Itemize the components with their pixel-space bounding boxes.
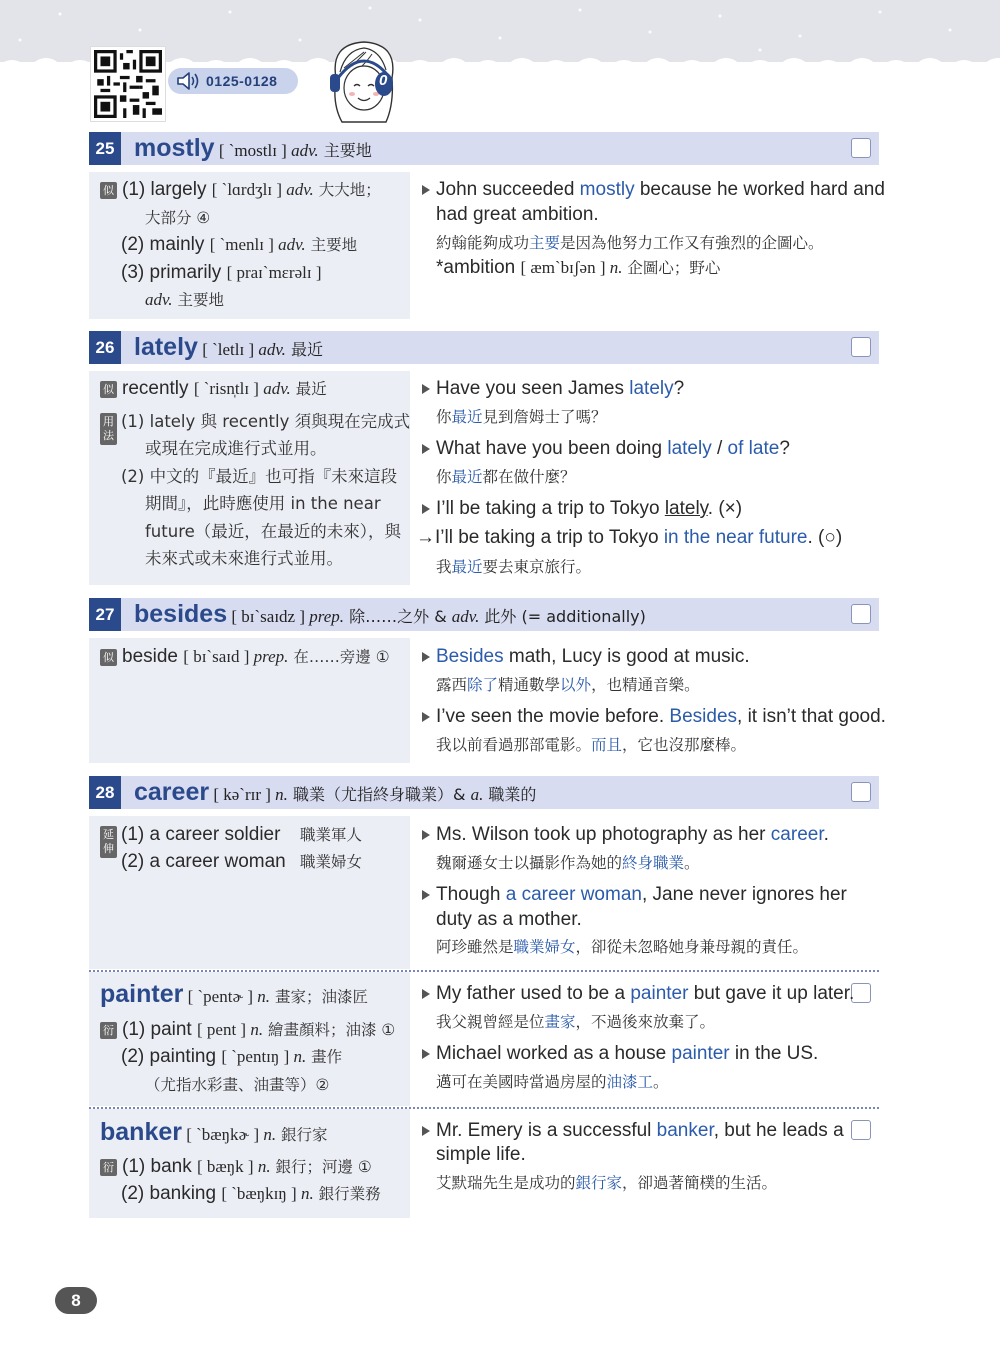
speaker-icon xyxy=(176,71,202,91)
derivative-line: 衍 (1) paint [ pent ] n. 繪畫顏料；油漆 ① xyxy=(100,1018,395,1042)
example-sentence-correct: →I’ll be taking a trip to Tokyo in the near future. (○) xyxy=(416,527,843,548)
synonym-line: (3) primarily [ praɪˋmɛrəlɪ ] xyxy=(121,262,322,283)
entry-header-28 xyxy=(89,776,879,809)
headword: lately [ ˋletlɪ ] adv. 最近 xyxy=(134,333,323,361)
derivative-line: (2) banking [ ˋbæŋkɪŋ ] n. 銀行業務 xyxy=(121,1183,381,1204)
review-checkbox[interactable] xyxy=(851,1120,871,1140)
example-translation: 邁可在美國時當過房屋的油漆工。 xyxy=(436,1073,669,1091)
entry-number: 27 xyxy=(89,598,121,631)
example-translation: 我父親曾經是位畫家，不過後來放棄了。 xyxy=(436,1013,716,1031)
example-sentence-incorrect: I’ll be taking a trip to Tokyo lately. (×) xyxy=(422,497,742,521)
example-translation: 我以前看過那部電影。而且，它也沒那麼棒。 xyxy=(436,736,747,754)
example-sentence: What have you been doing lately / of late? xyxy=(422,437,790,461)
usage-note: 或現在完成進行式並用。 xyxy=(145,439,327,458)
example-sentence: Ms. Wilson took up photography as her career. xyxy=(422,823,829,847)
synonym-line: 似 beside [ bɪˋsaɪd ] prep. 在……旁邊 ① xyxy=(100,645,390,669)
example-translation: 露西除了精通數學以外，也精通音樂。 xyxy=(436,676,700,694)
entry-number: 28 xyxy=(89,776,121,809)
usage-tag: 用 法 xyxy=(100,413,117,445)
example-sentence: simple life. xyxy=(436,1144,526,1165)
example-translation: 艾默瑞先生是成功的銀行家，卻過著簡樸的生活。 xyxy=(436,1174,778,1192)
derivative-line: （尤指水彩畫、油畫等）② xyxy=(145,1076,330,1094)
bullet-triangle-icon xyxy=(422,830,430,840)
headword-banker: banker [ ˋbæŋkɚ ] n. 銀行家 xyxy=(100,1118,328,1146)
mascot-badge: 0 xyxy=(379,72,388,89)
audio-track-button[interactable] xyxy=(168,68,298,94)
example-sentence: Have you seen James lately? xyxy=(422,377,684,401)
example-sentence: Though a career woman, Jane never ignores her xyxy=(422,883,847,907)
example-sentence: Besides math, Lucy is good at music. xyxy=(422,645,750,669)
bullet-triangle-icon xyxy=(422,989,430,999)
mascot-illustration xyxy=(322,38,406,128)
synonym-line: 似 (1) largely [ ˋlɑrdʒlɪ ] adv. 大大地； xyxy=(100,178,381,202)
vocab-note: *ambition [ æmˋbɪʃən ] n. 企圖心；野心 xyxy=(436,257,721,278)
usage-note: 期間』，此時應使用 in the near xyxy=(145,494,381,513)
example-sentence: Mr. Emery is a successful banker, but he leads a xyxy=(422,1119,844,1143)
example-sentence: John succeeded mostly because he worked hard and xyxy=(422,178,885,202)
entry-header-27 xyxy=(89,598,879,631)
headword: mostly [ ˋmostlɪ ] adv. 主要地 xyxy=(134,134,372,162)
extension-tag: 延 伸 xyxy=(100,826,117,858)
extension-line: (2) a career woman xyxy=(121,851,286,872)
audio-track-range: 0125-0128 xyxy=(206,73,278,89)
entry-number: 26 xyxy=(89,331,121,364)
synonym-line: 似 recently [ ˋrisn̩tlɪ ] adv. 最近 xyxy=(100,377,327,401)
entry-header-26 xyxy=(89,331,879,364)
extension-gloss: 職業婦女 xyxy=(300,853,363,871)
example-sentence: Michael worked as a house painter in the US. xyxy=(422,1042,818,1066)
extension-gloss: 職業軍人 xyxy=(300,826,363,844)
usage-note: (2) 中文的『最近』也可指『未來這段 xyxy=(121,467,398,486)
entry-number: 25 xyxy=(89,132,121,165)
derivative-line: (2) painting [ ˋpentɪŋ ] n. 畫作 xyxy=(121,1046,343,1067)
example-translation: 我最近要去東京旅行。 xyxy=(436,558,592,576)
bullet-triangle-icon xyxy=(422,504,430,514)
review-checkbox[interactable] xyxy=(851,782,871,802)
review-checkbox[interactable] xyxy=(851,604,871,624)
synonym-line: adv. 主要地 xyxy=(145,290,224,309)
bullet-triangle-icon xyxy=(422,652,430,662)
example-sentence: I’ve seen the movie before. Besides, it isn’t that good. xyxy=(422,705,886,729)
usage-note: 未來式或未來進行式並用。 xyxy=(145,549,343,568)
review-checkbox[interactable] xyxy=(851,337,871,357)
example-translation: 你最近見到詹姆士了嗎？ xyxy=(436,408,607,426)
bullet-triangle-icon xyxy=(422,1049,430,1059)
synonym-line: (2) mainly [ ˋmenlɪ ] adv. 主要地 xyxy=(121,234,358,255)
headword: besides [ bɪˋsaɪdz ] prep. 除……之外 & adv. 此外 (= additionally) xyxy=(134,600,646,628)
page-number: 8 xyxy=(55,1287,97,1314)
bullet-triangle-icon xyxy=(422,444,430,454)
headword: career [ kəˋrɪr ] n. 職業（尤指終身職業）& a. 職業的 xyxy=(134,778,537,806)
derivative-line: 衍 (1) bank [ bæŋk ] n. 銀行；河邊 ① xyxy=(100,1155,372,1179)
synonym-line: 大部分 ④ xyxy=(145,209,211,227)
example-translation: 魏爾遜女士以攝影作為她的終身職業。 xyxy=(436,854,700,872)
bullet-triangle-icon xyxy=(422,1126,430,1136)
bullet-triangle-icon xyxy=(422,384,430,394)
example-translation: 你最近都在做什麼？ xyxy=(436,468,576,486)
entry-header-25 xyxy=(89,132,879,165)
example-translation: 阿珍雖然是職業婦女，卻從未忽略她身兼母親的責任。 xyxy=(436,938,809,956)
review-checkbox[interactable] xyxy=(851,138,871,158)
example-sentence: had great ambition. xyxy=(436,204,599,225)
headword-painter: painter [ ˋpentɚ ] n. 畫家；油漆匠 xyxy=(100,980,368,1008)
example-translation: 約翰能夠成功主要是因為他努力工作又有強烈的企圖心。 xyxy=(436,234,824,252)
qr-code[interactable] xyxy=(90,46,166,122)
example-sentence: My father used to be a painter but gave it up later. xyxy=(422,982,854,1006)
usage-note: (1) lately 與 recently 須與現在完成式 xyxy=(121,412,411,431)
bullet-triangle-icon xyxy=(422,185,430,195)
bullet-triangle-icon xyxy=(422,712,430,722)
bullet-triangle-icon xyxy=(422,890,430,900)
example-sentence: duty as a mother. xyxy=(436,909,582,930)
extension-line: (1) a career soldier xyxy=(121,824,281,845)
usage-note: future（最近，在最近的未來），與 xyxy=(145,522,402,541)
